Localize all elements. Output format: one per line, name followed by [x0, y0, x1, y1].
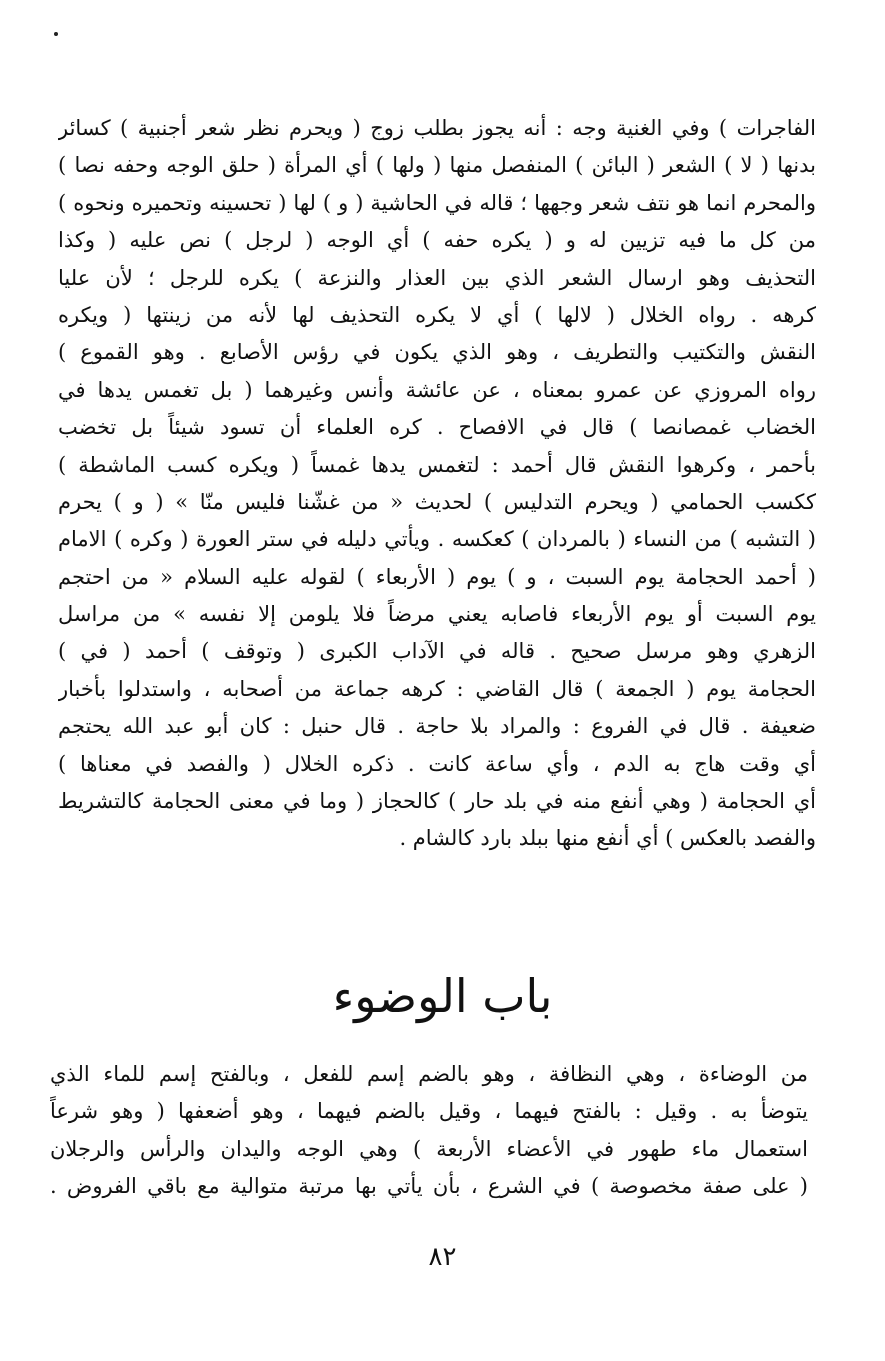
- text-line: من كل ما فيه تزيين له و ( يكره حفه ) أي الوجه ( لرجل ) نص عليه ( وكذا: [58, 228, 816, 253]
- body-text: [58, 110, 816, 858]
- text-line: ( أحمد الحجامة يوم السبت ، و ) يوم ( الأربعاء ) لقوله عليه السلام « من احتجم: [58, 564, 816, 589]
- text-line: والفصد بالعكس ) أي أنفع منها ببلد بارد كالشام .: [399, 826, 816, 851]
- stray-dot-mark: [54, 32, 58, 36]
- text-line: أي الحجامة ( وهي أنفع منه في بلد حار ) كالحجاز ( وما في معنى الحجامة كالتشريط: [58, 789, 816, 814]
- text-line: الفاجرات ) وفي الغنية وجه : أنه يجوز بطلب زوج ( ويحرم نظر شعر أجنبية ) كسائر: [58, 116, 816, 140]
- text-line: يوم السبت أو يوم الأربعاء فاصابه يعني مرضاً فلا يلومن إلا نفسه » من مراسل: [58, 602, 816, 627]
- text-line: ( التشبه ) من النساء ( بالمردان ) كعكسه . ويأتي دليله في ستر العورة ( وكره ) الامام: [58, 527, 816, 552]
- text-line: والمحرم انما هو نتف شعر وجهها ؛ قاله في الحاشية ( و ) لها ( تحسينه وتحميره ونحوه ): [58, 190, 816, 215]
- text-line: ضعيفة . قال في الفروع : والمراد بلا حاجة . قال حنبل : كان أبو عبد الله يحتجم: [58, 714, 816, 739]
- text-line: الزهري وهو مرسل صحيح . قاله في الآداب الكبرى ( وتوقف ) أحمد ( في ): [58, 639, 816, 664]
- text-line: يتوضأ به . وقيل : بالفتح فيهما ، وقيل بالضم فيهما ، وهو أضعفها ( وهو شرعاً: [50, 1099, 808, 1124]
- text-line: النقش والتكتيب والتطريف ، وهو الذي يكون في رؤس الأصابع . وهو القموع ): [58, 340, 816, 365]
- text-line: رواه المروزي عن عمرو بمعناه ، عن عائشة وأنس وغيرهما ( بل تغمس يدها في: [58, 377, 816, 402]
- text-line: أي وقت هاج به الدم ، وأي ساعة كانت . ذكره الخلال ( والفصد في معناها ): [58, 751, 816, 776]
- text-line: ككسب الحمامي ( ويحرم التدليس ) لحديث « من غشّنا فليس منّا » ( و ) يحرم: [58, 489, 816, 514]
- chapter-title: باب الوضوء: [332, 969, 553, 1023]
- text-line: كرهه . رواه الخلال ( لالها ) أي لا يكره التحذيف لها لأنه من زينتها ( ويكره: [58, 302, 816, 327]
- text-line: ( على صفة مخصوصة ) في الشرع ، بأن يأتي بها مرتبة متوالية مع باقي الفروض .: [50, 1174, 808, 1199]
- page-number: ٨٢: [428, 1242, 457, 1272]
- text-line: بدنها ( لا ) الشعر ( البائن ) المنفصل منها ( ولها ) أي المرأة ( حلق الوجه وحفه نصا ): [58, 153, 816, 178]
- text-line: بأحمر ، وكرهوا النقش قال أحمد : لتغمس يدها غمساً ( ويكره كسب الماشطة ): [58, 452, 816, 477]
- text-line: التحذيف وهو ارسال الشعر الذي بين العذار والنزعة ) يكره للرجل ؛ لأن عليا: [58, 265, 816, 290]
- text-line: من الوضاءة ، وهي النظافة ، وهو بالضم إسم للفعل ، وبالفتح إسم للماء الذي: [50, 1062, 808, 1086]
- text-line: استعمال ماء طهور في الأعضاء الأربعة ) وهي الوجه واليدان والرأس والرجلان: [50, 1136, 808, 1161]
- text-line: الحجامة يوم ( الجمعة ) قال القاضي : كرهه جماعة من أصحابه ، واستدلوا بأخبار: [58, 676, 816, 701]
- chapter-intro-text: [50, 1056, 808, 1206]
- text-line: الخضاب غمصانصا ) قال في الافصاح . كره العلماء أن تسود شيئاً بل تخضب: [58, 415, 816, 440]
